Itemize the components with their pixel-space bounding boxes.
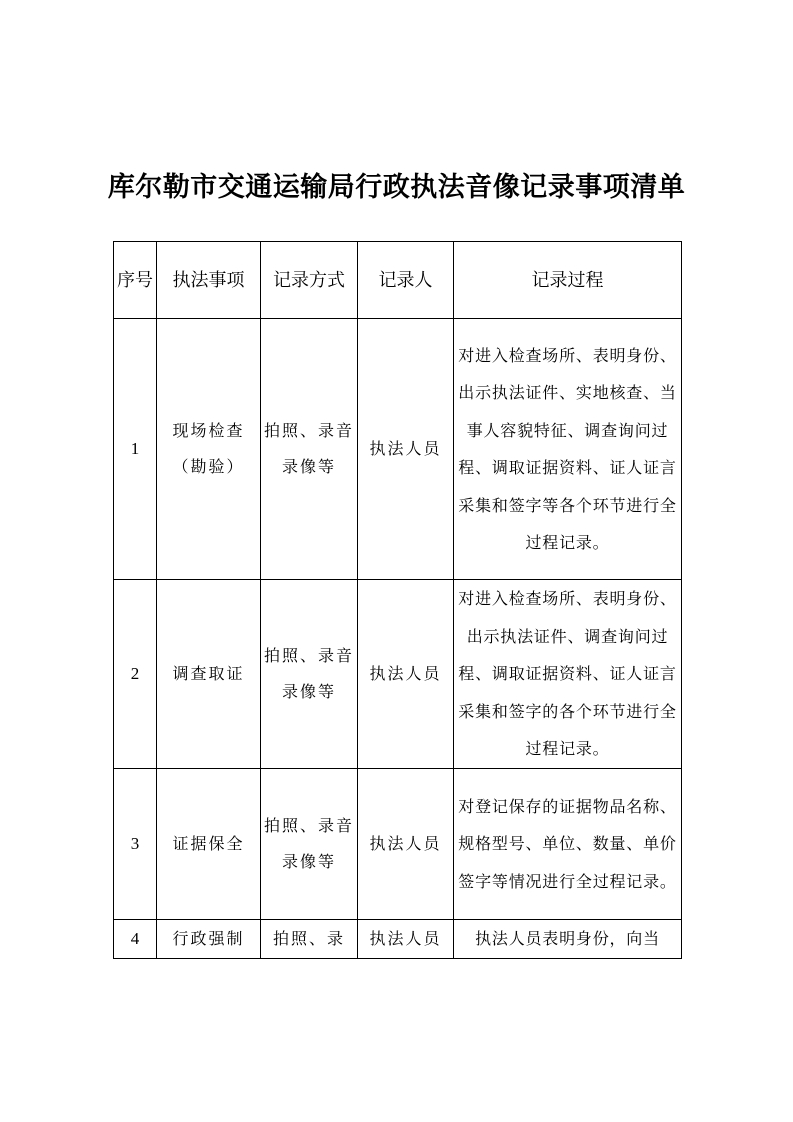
row-seq: 1 <box>114 319 157 580</box>
row-recorder: 执法人员 <box>358 319 454 580</box>
table-row <box>114 580 682 769</box>
table-row <box>114 920 682 959</box>
row-item: 证据保全 <box>157 769 261 920</box>
records-table <box>113 241 682 959</box>
table-header-row <box>114 242 682 319</box>
document-title: 库尔勒市交通运输局行政执法音像记录事项清单 <box>107 172 686 203</box>
row-item: 调查取证 <box>157 580 261 769</box>
row-recorder: 执法人员 <box>358 769 454 920</box>
header-item: 执法事项 <box>157 242 261 319</box>
header-recorder: 记录人 <box>358 242 454 319</box>
table-row <box>114 769 682 920</box>
row-method: 拍照、录音录像等 <box>261 319 358 580</box>
row-recorder: 执法人员 <box>358 920 454 959</box>
row-seq: 4 <box>114 920 157 959</box>
row-method: 拍照、录音录像等 <box>261 769 358 920</box>
row-seq: 2 <box>114 580 157 769</box>
header-seq: 序号 <box>114 242 157 319</box>
row-process: 执法人员表明身份，向当 <box>454 920 682 959</box>
row-item: 行政强制 <box>157 920 261 959</box>
row-recorder: 执法人员 <box>358 580 454 769</box>
row-seq: 3 <box>114 769 157 920</box>
row-item: 现场检查（勘验） <box>157 319 261 580</box>
header-method: 记录方式 <box>261 242 358 319</box>
row-process: 对进入检查场所、表明身份、出示执法证件、调查询问过程、调取证据资料、证人证言采集和签字的各个环节进行全过程记录。 <box>454 580 682 769</box>
table-row <box>114 319 682 580</box>
header-process: 记录过程 <box>454 242 682 319</box>
row-process: 对登记保存的证据物品名称、规格型号、单位、数量、单价签字等情况进行全过程记录。 <box>454 769 682 920</box>
row-method: 拍照、录音录像等 <box>261 580 358 769</box>
row-method: 拍照、录 <box>261 920 358 959</box>
row-process: 对进入检查场所、表明身份、出示执法证件、实地核查、当事人容貌特征、调查询问过程、调取证据资料、证人证言采集和签字等各个环节进行全过程记录。 <box>454 319 682 580</box>
